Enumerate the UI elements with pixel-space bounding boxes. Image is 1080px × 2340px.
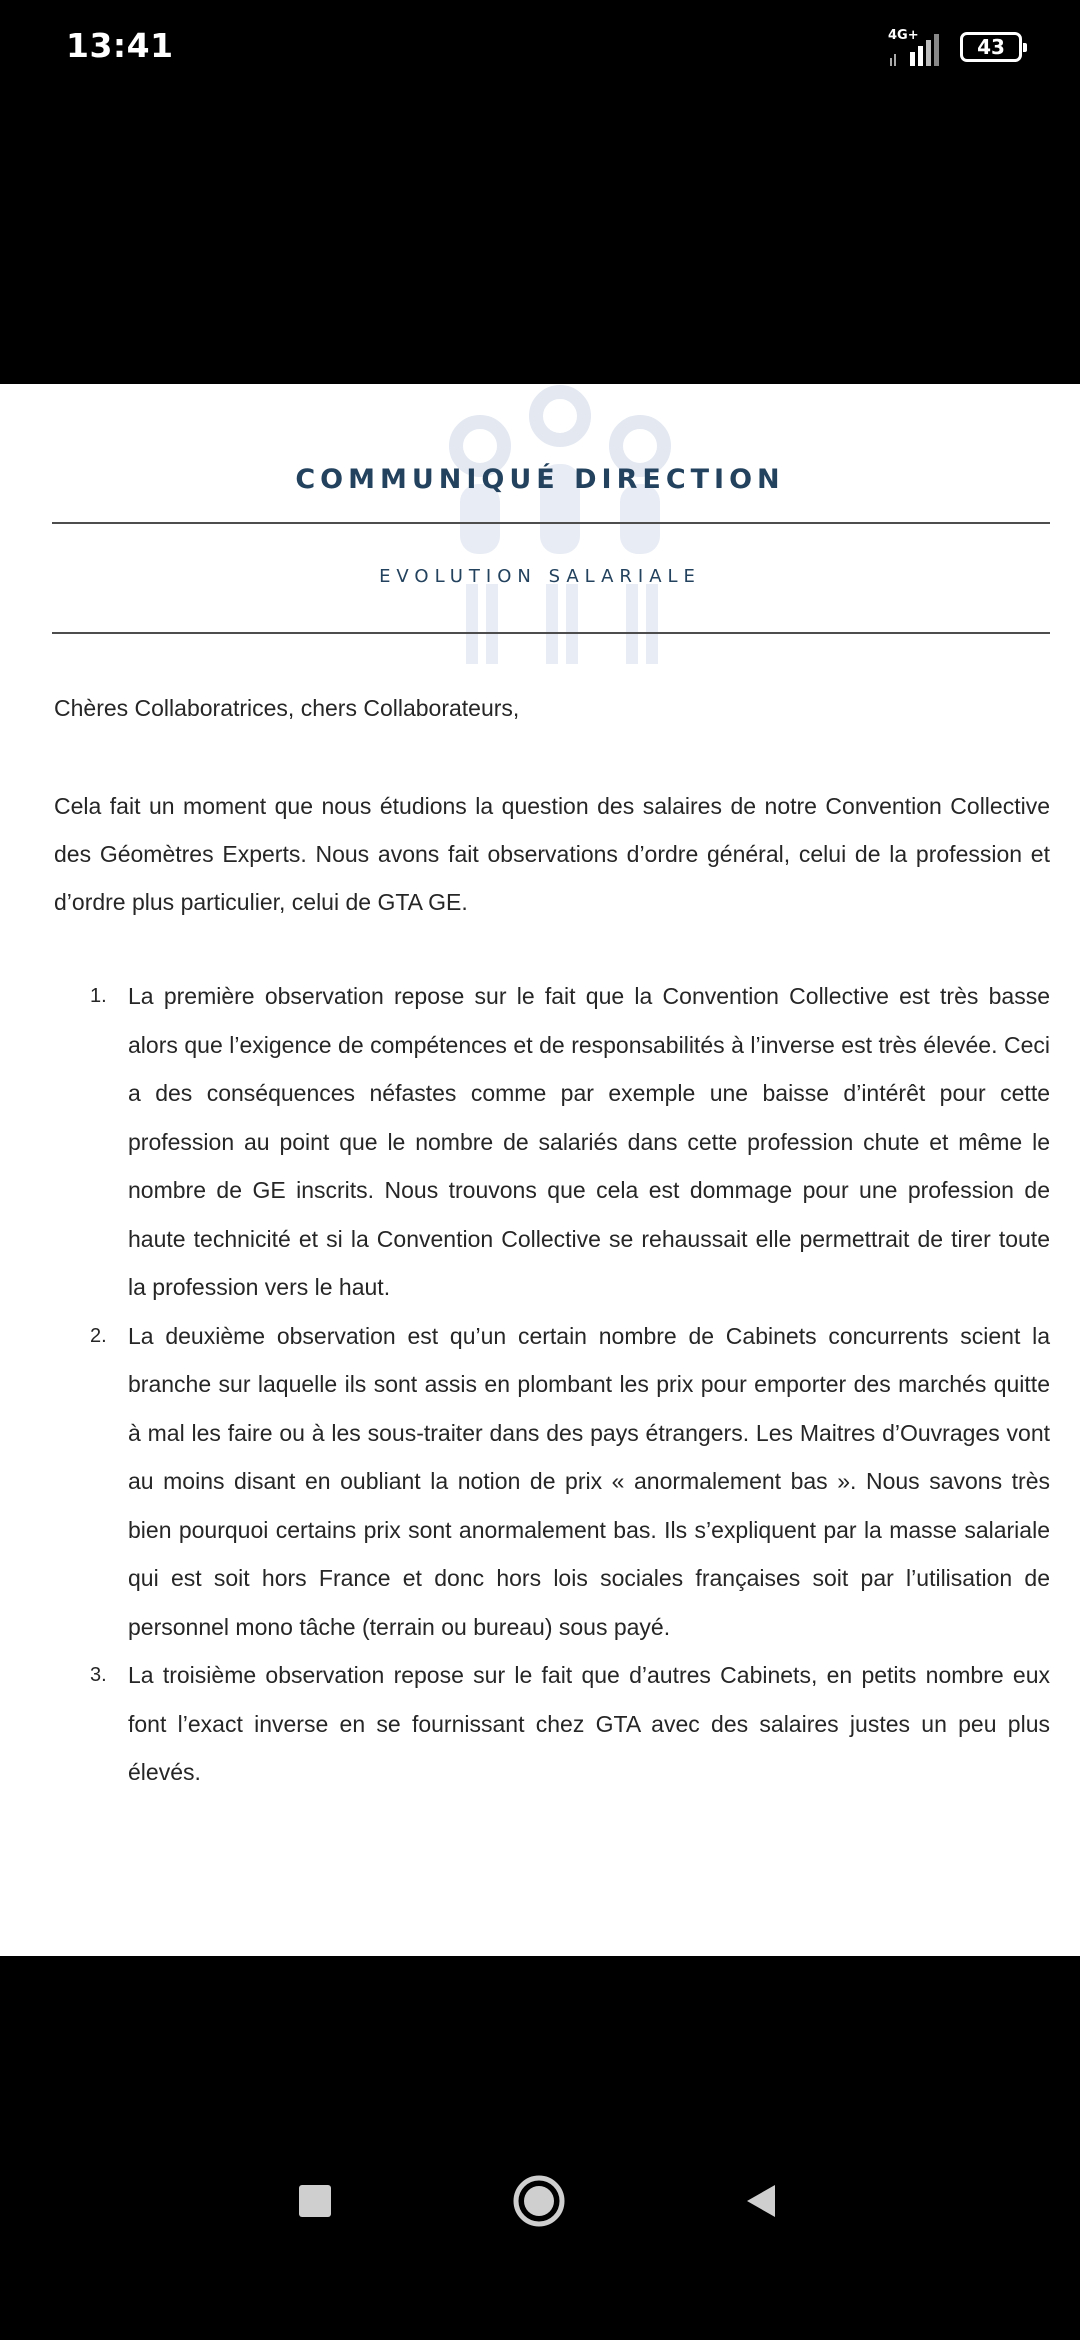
list-item-text: La première observation repose sur le fait que la Convention Collective est très basse alors que l’exigence de compétences et de responsabilités à l’inverse est très élevée. Ceci a des conséquences néfastes comme par exemple une baisse d’intérêt pour cette profession au point que le nombre de salariés dans cette profession chute et même le nombre de GE inscrits. Nous trouvons que cela est dommage pour une profession de haute technicité et si la Convention Collective se rehaussait elle permettrait de tirer toute la profession vers le haut. — [128, 983, 1050, 1300]
list-item-text: La troisième observation repose sur le fait que d’autres Cabinets, en petits nombre eux font l’exact inverse en se fournissant chez GTA avec des salaires justes un peu plus élevés. — [128, 1662, 1050, 1785]
recent-apps-button[interactable] — [280, 2166, 350, 2236]
list-item — [54, 1312, 1050, 1652]
intro-paragraph: Cela fait un moment que nous étudions la question des salaires de notre Convention Collective des Géomètres Experts. Nous avons fait observations d’ordre général, celui de la profession et d’ordre plus particulier, celui de GTA GE. — [54, 793, 1050, 915]
list-item-number: 3. — [90, 1664, 107, 1686]
list-item — [54, 1651, 1050, 1797]
square-icon — [295, 2181, 335, 2221]
observations-list — [54, 972, 1050, 1797]
list-item-number: 2. — [90, 1324, 107, 1347]
circle-icon — [511, 2173, 567, 2229]
status-bar — [0, 0, 1080, 100]
list-item — [54, 972, 1050, 1312]
network-type-label: 4G+ — [888, 28, 919, 43]
list-item-number: 1. — [90, 985, 107, 1007]
navigation-bar — [0, 1956, 1080, 2340]
battery-icon — [960, 32, 1022, 62]
status-icons — [886, 26, 1022, 68]
triangle-back-icon — [741, 2181, 781, 2221]
greeting: Chères Collaboratrices, chers Collaborateurs, — [54, 695, 520, 721]
home-button[interactable] — [504, 2166, 574, 2236]
document-page — [0, 384, 1080, 1956]
battery-level: 43 — [977, 35, 1005, 59]
list-item-text: La deuxième observation est qu’un certain nombre de Cabinets concurrents scient la branche sur laquelle ils sont assis en plombant les prix pour emporter des marchés quitte à mal les faire ou à les sous-traiter dans des pays étrangers. Les Maitres d’Ouvrages vont au moins disant en oubliant la notion de prix « anormalement bas ». Nous savons très bien pourquoi certains prix sont anormalement bas. Ils s’expliquent par la masse salariale qui est soit hors France et donc hors lois sociales françaises soit par l’utilisation de personnel mono tâche (terrain ou bureau) sous payé. — [128, 1322, 1050, 1640]
status-time: 13:41 — [66, 26, 174, 65]
watermark-logo-icon — [420, 384, 700, 674]
subtitle-divider — [52, 632, 1050, 634]
document-subtitle: EVOLUTION SALARIALE — [379, 566, 701, 587]
title-divider — [52, 522, 1050, 524]
back-button[interactable] — [726, 2166, 796, 2236]
document-title: COMMUNIQUÉ DIRECTION — [295, 464, 785, 495]
signal-icon — [886, 26, 946, 68]
